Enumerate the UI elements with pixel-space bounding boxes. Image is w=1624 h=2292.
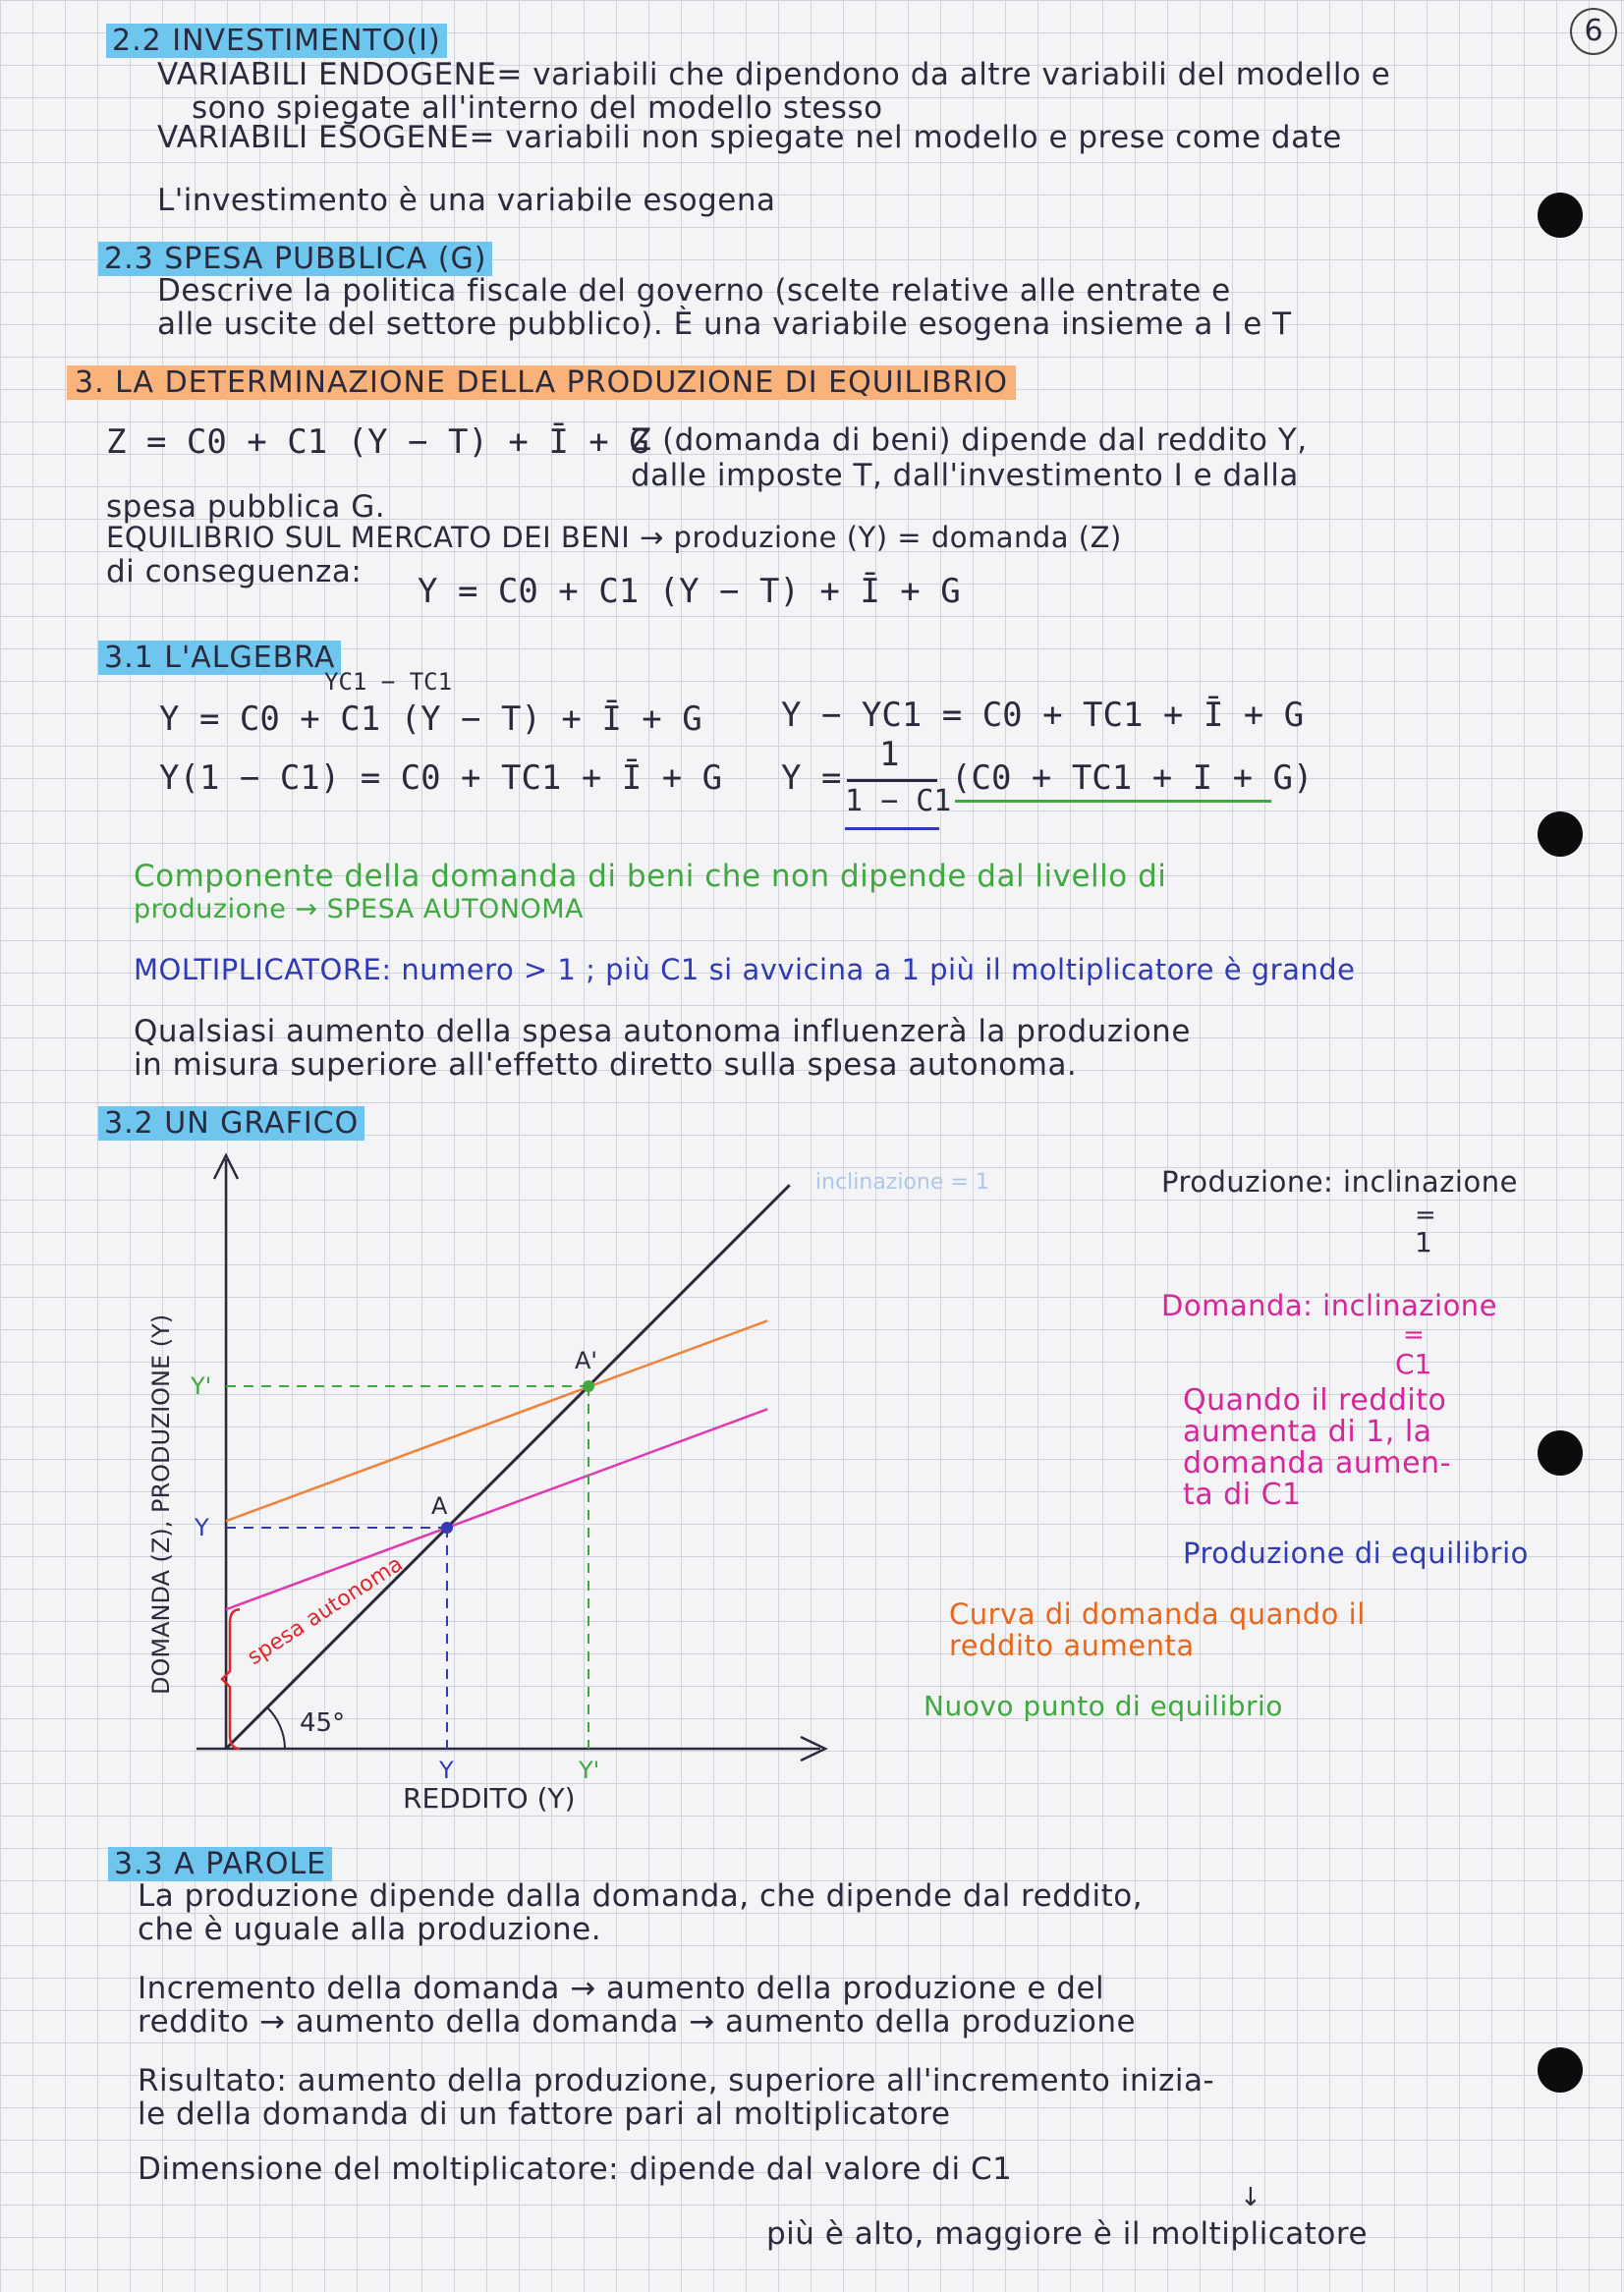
text-endogene: VARIABILI ENDOGENE= variabili che dipendono da altre variabili del modello e [157,57,1391,92]
equation-algebra-2: Y − YC1 = C0 + TC1 + Ī + G [781,696,1305,735]
text-parole-2a: Incremento della domanda → aumento della produzione e del [138,1971,1105,2006]
note-domanda-value: C1 [1395,1348,1432,1380]
equation-algebra-4-right: (C0 + TC1 + I + G) [951,758,1314,798]
text-z-desc-3: spesa pubblica G. [106,489,386,525]
equation-algebra-3: Y(1 − C1) = C0 + TC1 + Ī + G [159,758,723,798]
text-in-misura: in misura superiore all'effetto diretto sulla spesa autonoma. [134,1047,1078,1083]
line-domanda [226,1409,767,1609]
heading-grafico: 3.2 UN GRAFICO [98,1106,364,1141]
line-produzione [226,1185,790,1749]
fraction-numerator: 1 [879,735,900,774]
text-parole-4: Dimensione del moltiplicatore: dipende dal valore di C1 [138,2152,1013,2187]
page-number: 6 [1570,8,1617,55]
note-quando-4: ta di C1 [1183,1478,1302,1512]
point-a-label: A [431,1492,448,1520]
text-z-desc-2: dalle imposte T, dall'investimento I e dalla [631,458,1299,493]
autonomous-spending-label: spesa autonoma [243,1551,408,1671]
heading-a-parole: 3.3 A PAROLE [108,1847,332,1881]
text-componente: Componente della domanda di beni che non dipende dal livello di [134,859,1167,894]
text-spesa-autonoma: produzione → SPESA AUTONOMA [134,894,584,924]
autonomous-underline [955,800,1271,803]
equation-algebra-4-left: Y = [781,758,842,798]
text-esogene: VARIABILI ESOGENE= variabili non spiegate nel modello e prese come date [157,120,1342,155]
text-z-desc-1: Z (domanda di beni) dipende dal reddito Y, [631,422,1308,458]
heading-algebra: 3.1 L'ALGEBRA [98,641,341,675]
heading-investimento: 2.2 INVESTIMENTO(I) [106,24,447,58]
note-curva-domanda-2: reddito aumenta [949,1629,1195,1662]
note-nuovo-equilibrio: Nuovo punto di equilibrio [924,1690,1283,1722]
note-quando-1: Quando il reddito [1183,1383,1447,1418]
equation-z: Z = C0 + C1 (Y − T) + Ī + G [106,422,649,462]
note-produzione: Produzione: inclinazione [1161,1165,1518,1199]
fraction-denominator: 1 − C1 [845,784,952,818]
note-quando-2: aumenta di 1, la [1183,1415,1432,1449]
binder-hole [1538,811,1583,857]
text-parole-2b: reddito → aumento della domanda → aumento della produzione [138,2004,1137,2040]
note-curva-domanda-1: Curva di domanda quando il [949,1597,1366,1631]
angle-label: 45° [300,1708,346,1738]
y-tick-y-prime: Y' [191,1372,212,1400]
y-axis-label: DOMANDA (Z), PRODUZIONE (Y) [147,1314,175,1695]
heading-spesa-pubblica: 2.3 SPESA PUBBLICA (G) [98,242,492,276]
text-parole-1b: che è uguale alla produzione. [138,1912,602,1947]
x-axis-label: REDDITO (Y) [403,1782,576,1815]
binder-hole [1538,193,1583,238]
chart-keynesian-cross [0,1130,1140,1837]
point-a-prime [583,1380,594,1392]
annotation-yc1-tc1: YC1 − TC1 [324,668,453,696]
text-endogene-2: sono spiegate all'interno del modello stesso [192,90,883,126]
binder-hole [1538,2047,1583,2093]
text-parole-3b: le della domanda di un fattore pari al moltiplicatore [138,2096,951,2132]
heading-determinazione: 3. LA DETERMINAZIONE DELLA PRODUZIONE DI EQUILIBRIO [67,365,1016,400]
text-parole-5: più è alto, maggiore è il moltiplicatore [766,2216,1369,2252]
text-investimento-esogeno: L'investimento è una variabile esogena [157,183,776,218]
note-domanda: Domanda: inclinazione [1161,1289,1498,1322]
note-domanda-eq: = [1403,1320,1425,1350]
arrow-down: ↓ [1240,2183,1261,2212]
chart-faint-label: inclinazione = 1 [815,1170,989,1195]
equation-y: Y = C0 + C1 (Y − T) + Ī + G [418,572,961,611]
binder-hole [1538,1430,1583,1476]
text-parole-3a: Risultato: aumento della produzione, superiore all'incremento inizia- [138,2063,1215,2098]
note-produzione-equilibrio: Produzione di equilibrio [1183,1537,1529,1570]
line-domanda-aumentata [226,1320,767,1521]
fraction-bar [847,779,937,782]
y-tick-y: Y [195,1514,209,1541]
text-parole-1a: La produzione dipende dalla domanda, che dipende dal reddito, [138,1878,1144,1914]
text-qualsiasi: Qualsiasi aumento della spesa autonoma influenzerà la produzione [134,1014,1191,1049]
note-produzione-eq: = [1415,1201,1436,1230]
point-a-prime-label: A' [575,1347,598,1374]
x-tick-y: Y [439,1757,454,1784]
x-tick-y-prime: Y' [579,1757,600,1784]
autonomous-spending-brace [222,1609,240,1749]
note-produzione-value: 1 [1415,1226,1432,1258]
point-a [441,1522,453,1534]
text-descrive-2: alle uscite del settore pubblico). È una variabile esogena insieme a I e T [157,307,1292,342]
text-descrive: Descrive la politica fiscale del governo (scelte relative alle entrate e [157,273,1231,308]
text-di-conseguenza: di conseguenza: [106,554,363,589]
text-equilibrio: EQUILIBRIO SUL MERCATO DEI BENI → produzione (Y) = domanda (Z) [106,521,1122,554]
fraction-underline [845,827,939,830]
note-quando-3: domanda aumen- [1183,1446,1451,1481]
text-moltiplicatore: MOLTIPLICATORE: numero > 1 ; più C1 si avvicina a 1 più il moltiplicatore è grande [134,953,1356,986]
equation-algebra-1: Y = C0 + C1 (Y − T) + Ī + G [159,699,702,739]
angle-arc [267,1707,285,1749]
